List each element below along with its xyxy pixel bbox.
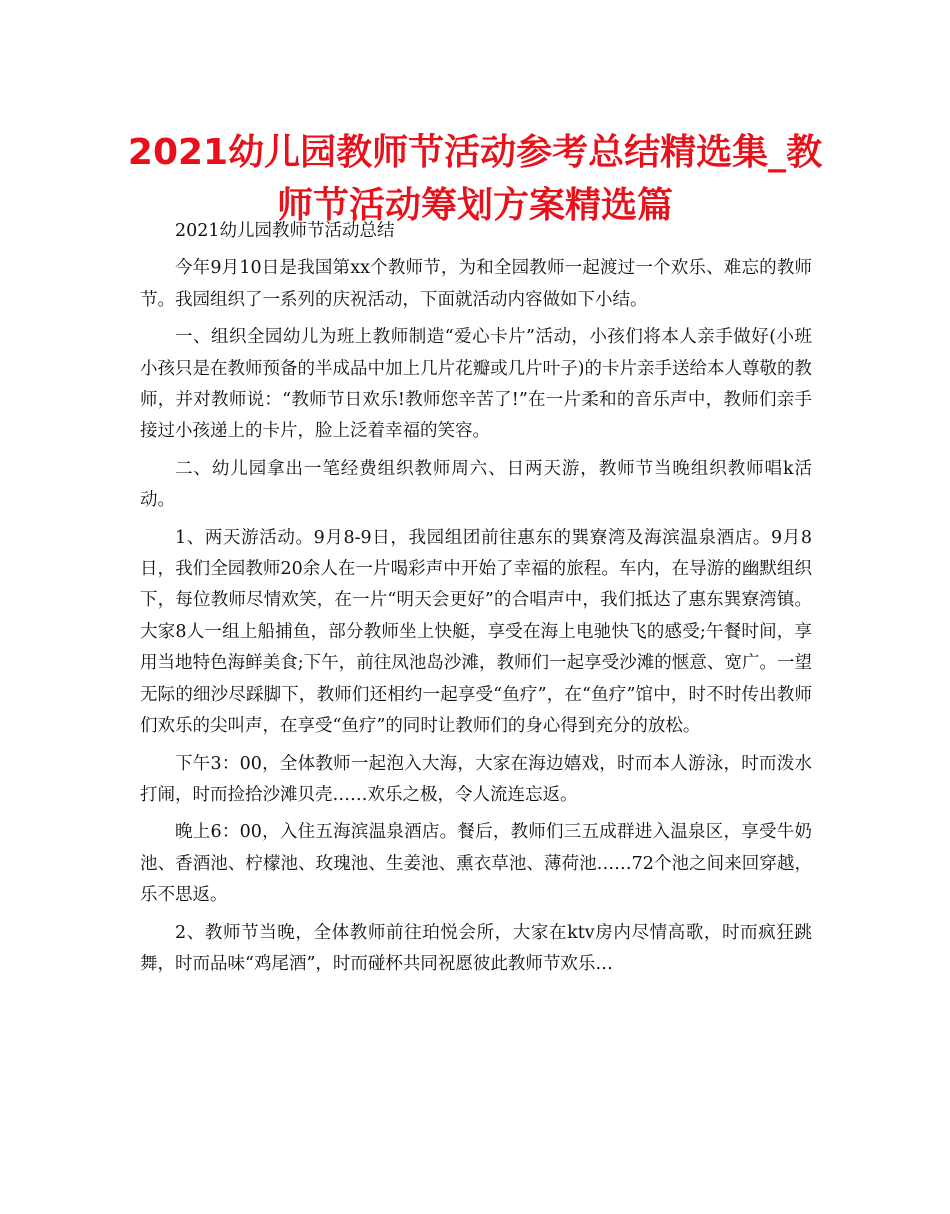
paragraph: 晚上6：00，入住五海滨温泉酒店。餐后，教师们三五成群进入温泉区，享受牛奶池、香酒池、柠檬池、玫瑰池、生姜池、熏衣草池、薄荷池……72个池之间来回穿越，乐不思返。 <box>140 822 812 906</box>
paragraph: 下午3：00，全体教师一起泡入大海，大家在海边嬉戏，时而本人游泳，时而泼水打闹，时而捡拾沙滩贝壳……欢乐之极，令人流连忘返。 <box>140 753 812 805</box>
paragraph: 1、两天游活动。9月8-9日，我园组团前往惠东的巽寮湾及海滨温泉酒店。9月8日，我们全园教师20余人在一片喝彩声中开始了幸福的旅程。车内，在导游的幽默组织下，每位教师尽情欢笑，在一片“明天会更好”的合唱声中，我们抵达了惠东巽寮湾镇。大家8人一组上船捕鱼，部分教师坐上快艇，享受在海上电驰快飞的感受;午餐时间，享用当地特色海鲜美食;下午，前往凤池岛沙滩，教师们一起享受沙滩的惬意、宽广。一望无际的细沙尽踩脚下，教师们还相约一起享受“鱼疗”，在“鱼疗”馆中，时不时传出教师们欢乐的尖叫声，在享受“鱼疗”的同时让教师们的身心得到充分的放松。 <box>140 527 812 737</box>
document-body <box>140 216 812 986</box>
section-heading: 2021幼儿园教师节活动总结 <box>175 221 395 241</box>
paragraph: 2、教师节当晚，全体教师前往珀悦会所，大家在ktv房内尽情高歌，时而疯狂跳舞，时而品味“鸡尾酒”，时而碰杯共同祝愿彼此教师节欢乐… <box>140 922 812 974</box>
paragraph: 今年9月10日是我国第xx个教师节，为和全园教师一起渡过一个欢乐、难忘的教师节。我园组织了一系列的庆祝活动，下面就活动内容做如下小结。 <box>140 258 812 310</box>
paragraph: 二、幼儿园拿出一笔经费组织教师周六、日两天游，教师节当晚组织教师唱k活动。 <box>140 458 812 511</box>
paragraph: 一、组织全园幼儿为班上教师制造“爱心卡片”活动，小孩们将本人亲手做好(小班小孩只是在教师预备的半成品中加上几片花瓣或几片叶子)的卡片亲手送给本人尊敬的教师，并对教师说：“教师节日欢乐!教师您辛苦了!”在一片柔和的音乐声中，教师们亲手接过小孩递上的卡片，脸上泛着幸福的笑容。 <box>140 327 812 442</box>
document-title: 2021幼儿园教师节活动参考总结精选集_教师节活动筹划方案精选篇 <box>127 132 823 226</box>
